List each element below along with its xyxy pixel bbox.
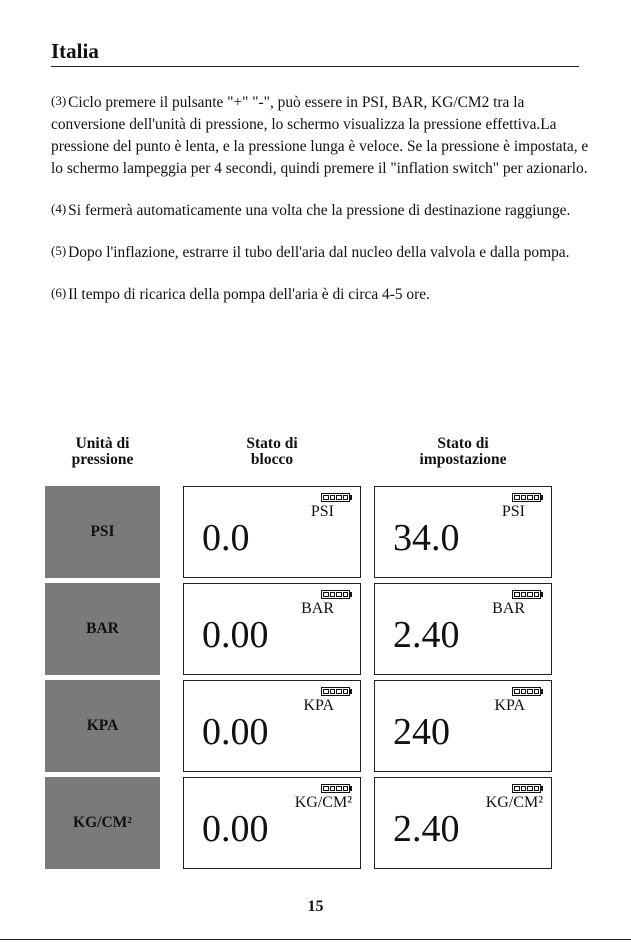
step-number: (3) [51, 93, 67, 108]
instructions [51, 92, 591, 326]
step-text: Dopo l'inflazione, estrarre il tubo dell'aria dal nucleo della valvola e dalla pompa. [68, 244, 570, 261]
lcd-value: 2.40 [393, 808, 460, 850]
heading-divider [51, 66, 579, 67]
lcd-unit: BAR [492, 600, 525, 617]
lcd-lock-kpa [183, 680, 361, 772]
lcd-set-bar [374, 583, 552, 675]
lcd-set-psi [374, 486, 552, 578]
lcd-value: 0.0 [202, 517, 250, 559]
step-5 [51, 242, 591, 264]
step-6 [51, 284, 591, 306]
step-number: (4) [51, 201, 67, 216]
step-text: Si fermerà automaticamente una volta che la pressione di destinazione raggiunge. [68, 202, 571, 219]
lcd-value: 0.00 [202, 808, 269, 850]
battery-icon [512, 493, 543, 502]
page-number: 15 [307, 898, 324, 915]
lcd-unit: KPA [494, 697, 525, 714]
lcd-value: 0.00 [202, 711, 269, 753]
battery-icon [321, 687, 352, 696]
battery-icon [512, 590, 543, 599]
unit-label-kgcm2: KG/CM² [45, 777, 160, 869]
battery-icon [321, 590, 352, 599]
unit-label-psi: PSI [45, 486, 160, 578]
page-heading: Italia [51, 39, 99, 63]
column-header-lock-state: Stato di blocco [246, 435, 298, 468]
unit-label-kpa: KPA [45, 680, 160, 772]
battery-icon [321, 493, 352, 502]
battery-icon [512, 687, 543, 696]
lcd-lock-psi [183, 486, 361, 578]
step-text: Ciclo premere il pulsante "+" "-", può essere in PSI, BAR, KG/CM2 tra la conversione dell'unità di pressione, lo schermo visualizza la pressione effettiva.La pressione del punto è lenta, e la pressione lunga è veloce. Se la pressione è impostata, e lo schermo lampeggia per 4 secondi, quindi premere il "inflation switch" per azionarlo. [51, 94, 589, 177]
step-3 [51, 92, 591, 180]
lcd-value: 2.40 [393, 614, 460, 656]
battery-icon [321, 784, 352, 793]
lcd-value: 0.00 [202, 614, 269, 656]
lcd-unit: PSI [310, 503, 334, 520]
lcd-set-kgcm2 [374, 777, 552, 869]
lcd-value: 34.0 [393, 517, 460, 559]
column-header-unit: Unità di pressione [71, 435, 134, 468]
column-header-set-state: Stato di impostazione [419, 435, 507, 468]
lcd-value: 240 [393, 711, 450, 753]
footer-divider [0, 939, 631, 940]
lcd-lock-bar [183, 583, 361, 675]
step-number: (5) [51, 243, 67, 258]
lcd-unit: KG/CM² [294, 794, 352, 811]
lcd-unit: KG/CM² [485, 794, 543, 811]
lcd-lock-kgcm2 [183, 777, 361, 869]
lcd-set-kpa [374, 680, 552, 772]
step-4 [51, 200, 591, 222]
step-number: (6) [51, 285, 67, 300]
battery-icon [512, 784, 543, 793]
lcd-unit: PSI [501, 503, 525, 520]
step-text: Il tempo di ricarica della pompa dell'aria è di circa 4-5 ore. [68, 286, 430, 303]
lcd-unit: KPA [303, 697, 334, 714]
lcd-unit: BAR [301, 600, 334, 617]
unit-label-bar: BAR [45, 583, 160, 675]
